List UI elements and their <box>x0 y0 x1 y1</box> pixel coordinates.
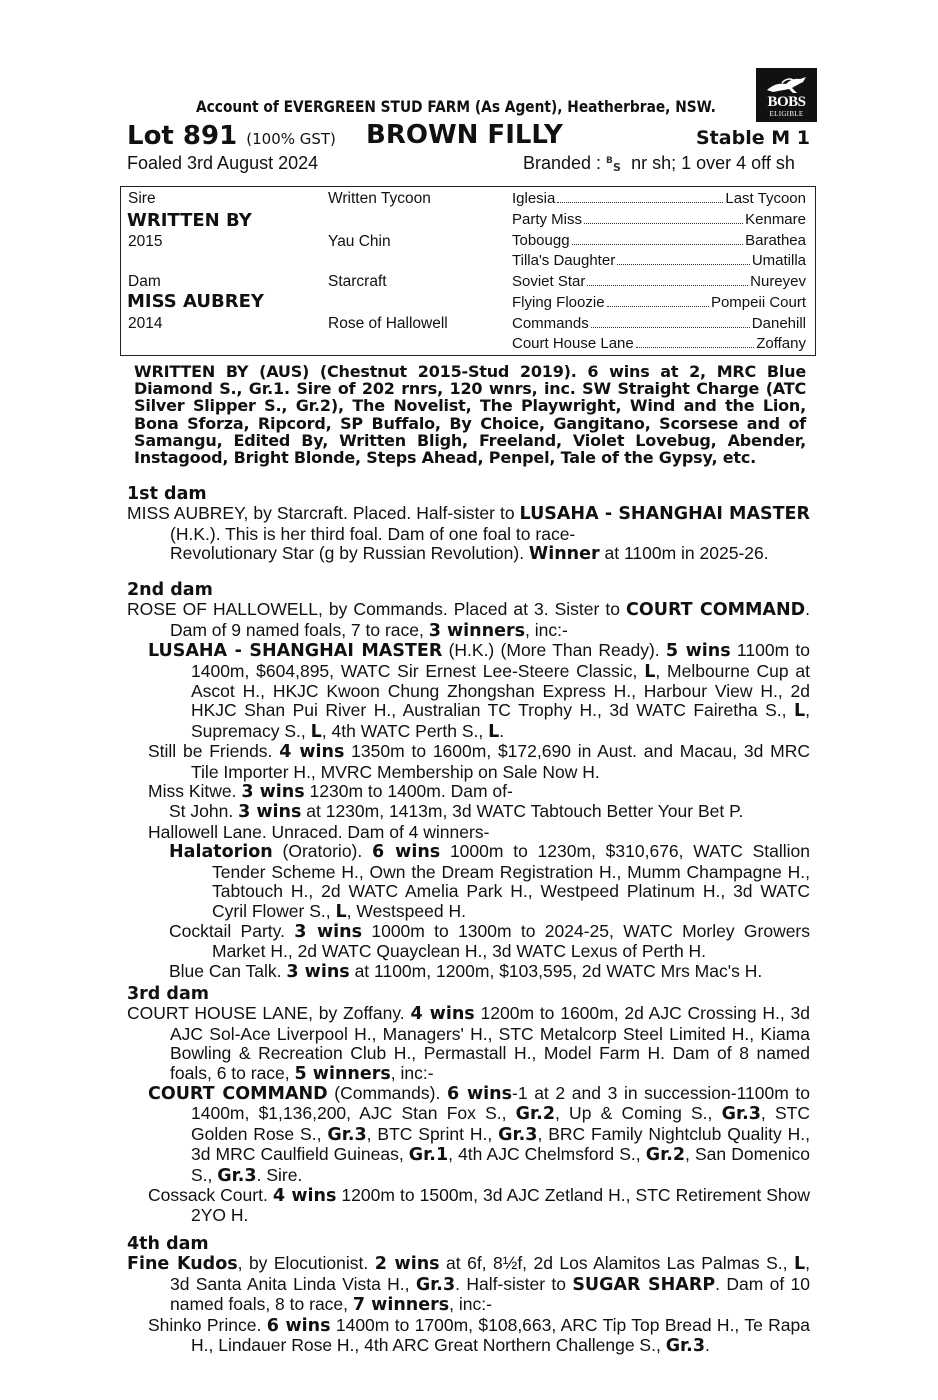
pedigree-gen3-row <box>512 211 806 228</box>
bold-text-run: 7 winners <box>352 1295 450 1316</box>
family-entry <box>127 1254 810 1315</box>
text-run: . Sire. <box>256 1164 303 1185</box>
bold-text-run: Gr.1 <box>408 1145 449 1166</box>
text-run: Still be Friends. <box>148 741 280 762</box>
bold-text-run: 2 wins <box>374 1254 440 1275</box>
gen3-left-name: Commands <box>512 315 589 332</box>
family-entry <box>127 600 810 641</box>
section-heading: 4th dam <box>127 1234 209 1254</box>
bold-text-run: L <box>644 661 656 682</box>
gen3-right-name: Nureyev <box>750 273 806 290</box>
section-heading: 1st dam <box>127 484 207 504</box>
text-run: . <box>499 720 505 741</box>
pedigree-gen3-row <box>512 232 806 249</box>
brand-mark-icon <box>606 154 626 172</box>
dot-leader <box>572 232 744 245</box>
family-entry <box>127 641 810 742</box>
sire-name: WRITTEN BY <box>127 210 252 231</box>
bold-text-run: 5 winners <box>294 1063 391 1084</box>
sire-year: 2015 <box>128 233 163 250</box>
gen3-left-name: Tilla's Daughter <box>512 252 616 269</box>
family-entry <box>127 1186 810 1226</box>
dot-leader <box>617 252 750 265</box>
text-run: Cossack Court. <box>148 1185 273 1206</box>
text-run: , BTC Sprint H., <box>366 1123 499 1144</box>
sire-dam: Yau Chin <box>328 233 391 250</box>
svg-text:B: B <box>606 156 613 166</box>
text-run: 1230m to 1400m. Dam of- <box>304 781 513 802</box>
family-entry <box>127 1316 810 1357</box>
bold-text-run: 3 wins <box>294 921 363 942</box>
brand-prefix: Branded : <box>523 153 602 173</box>
family-entry <box>127 1084 810 1186</box>
brand-line <box>523 153 795 174</box>
text-run: , Supremacy S., <box>191 700 810 741</box>
text-run: Miss Kitwe. <box>148 781 242 802</box>
family-entry <box>127 742 810 782</box>
gen3-right-name: Zoffany <box>756 335 806 352</box>
text-run: (Oratorio). <box>272 841 372 862</box>
gen3-left-name: Party Miss <box>512 211 583 228</box>
bold-text-run: Halatorion <box>169 842 273 863</box>
text-run: at 1100m in 2025-26. <box>599 543 769 564</box>
dam-dam: Rose of Hallowell <box>328 315 448 332</box>
text-run: , inc:- <box>449 1294 492 1315</box>
pedigree-table <box>120 186 816 356</box>
bold-text-run: LUSAHA - SHANGHAI MASTER <box>519 504 810 525</box>
text-run: . Half-sister to <box>455 1273 573 1294</box>
bold-text-run: L <box>488 721 500 742</box>
gen3-right-name: Umatilla <box>751 252 806 269</box>
text-run: MISS AUBREY, by Starcraft. Placed. Half-sister to <box>127 503 520 524</box>
text-run: at 6f, 8½f, 2d Los Alamitos Las Palmas S., <box>439 1253 794 1274</box>
family-entry <box>127 842 810 922</box>
text-run: -1 at 2 and 3 in succession-1100m to 1400m, $1,136,200, AJC Stan Fox S., <box>191 1083 811 1124</box>
text-run: . <box>705 1335 710 1356</box>
dam-sire: Starcraft <box>328 273 387 290</box>
text-run: , 3d Santa Anita Linda Vista H., <box>170 1253 810 1294</box>
gen3-right-name: Kenmare <box>745 211 806 228</box>
text-run: , 4th AJC Chelmsford S., <box>448 1144 646 1165</box>
foaled-date: Foaled 3rd August 2024 <box>127 153 319 173</box>
bold-text-run: Gr.3 <box>217 1165 257 1186</box>
bold-text-run: Fine Kudos <box>127 1254 238 1275</box>
family-section <box>127 985 810 1226</box>
pedigree-gen3-row <box>512 335 806 352</box>
family-entry <box>127 962 810 982</box>
family-section <box>127 485 810 565</box>
family-section <box>127 1235 810 1356</box>
lot-number <box>127 121 336 151</box>
text-run: , inc:- <box>525 619 568 640</box>
gen3-right-name: Danehill <box>751 315 806 332</box>
text-run: 1000m to 1230m, $310,676, WATC Stallion Tender Scheme H., Own the Dream Registration H., Mumm Champagne H., Tabtouch H., 2d WATC Amelia Park H., Westpeed Platinum H., 3d WATC Cyril Flower S., <box>212 841 810 921</box>
pedigree-gen3-row <box>512 294 806 311</box>
family-entry <box>127 544 810 564</box>
bold-text-run: Gr.3 <box>498 1124 538 1145</box>
logo-text: BOBS <box>767 94 806 110</box>
bold-text-run: Gr.3 <box>327 1124 367 1145</box>
dot-leader <box>636 335 754 348</box>
bold-text-run: COURT COMMAND <box>626 600 806 621</box>
family-entry <box>127 1004 810 1084</box>
text-run: (Commands). <box>327 1083 447 1104</box>
text-run: 1200m to 1500m, 3d AJC Zetland H., STC Retirement Show 2YO H. <box>191 1185 811 1226</box>
bold-text-run: 3 wins <box>241 782 305 803</box>
bold-text-run: 4 wins <box>272 1186 337 1207</box>
gen3-right-name: Barathea <box>745 232 806 249</box>
bold-text-run: Winner <box>528 544 600 565</box>
sex-color: BROWN FILLY <box>366 120 563 150</box>
bold-text-run: COURT COMMAND <box>148 1084 328 1105</box>
bold-text-run: L <box>310 721 322 742</box>
gen3-left-name: Iglesia <box>512 190 556 207</box>
lot-label: Lot 891 <box>127 121 238 151</box>
bold-text-run: 3 winners <box>428 620 526 641</box>
family-entry <box>127 782 810 802</box>
text-run: 1100m to 1400m, $604,895, WATC Sir Ernest Lee-Steere Classic, <box>191 640 811 681</box>
text-run: COURT HOUSE LANE, by Zoffany. <box>127 1003 411 1024</box>
sire-sire: Written Tycoon <box>328 190 431 207</box>
bold-text-run: Gr.3 <box>415 1274 456 1295</box>
gen3-right-name: Last Tycoon <box>725 190 806 207</box>
dot-leader <box>607 294 709 307</box>
bold-text-run: 3 wins <box>238 802 302 823</box>
text-run: ROSE OF HALLOWELL, by Commands. Placed at 3. Sister to <box>127 599 627 620</box>
bold-text-run: L <box>793 701 806 722</box>
text-run: 1000m to 1300m to 2024-25, WATC Morley Growers Market H., 2d WATC Quayclean H., 3d WATC Lexus of Perth H. <box>212 920 811 962</box>
bold-text-run: 6 wins <box>446 1084 513 1105</box>
text-run: Shinko Prince. <box>148 1314 267 1335</box>
account-line: Account of EVERGREEN STUD FARM (As Agent), Heatherbrae, NSW. <box>196 97 716 116</box>
sire-summary: WRITTEN BY (AUS) (Chestnut 2015-Stud 2019). 6 wins at 2, MRC Blue Diamond S., Gr.1. Sire of 202 rnrs, 120 wnrs, inc. SW Straight Charge (ATC Silver Slipper S., Gr.2), The Novelist, The Playwright, Wind and the Lion, Bona Sforza, Ripcord, SP Buffalo, By Choice, Gangitano, Scorsese and of Samangu, Edited By, Written Bligh, Freeland, Violet Lovebug, Abender, Instagood, Bright Blonde, Steps Ahead, Penpel, Tale of the Gypsy, etc. <box>134 362 806 468</box>
family-entry <box>127 802 810 822</box>
text-run: Hallowell Lane. Unraced. Dam of 4 winners- <box>148 821 490 842</box>
text-run: , Up & Coming S., <box>555 1103 722 1124</box>
bold-text-run: 6 wins <box>372 842 441 863</box>
bold-text-run: LUSAHA - SHANGHAI MASTER <box>148 641 443 662</box>
dot-leader <box>584 211 743 224</box>
bold-text-run: L <box>335 901 347 922</box>
section-heading: 3rd dam <box>127 984 209 1004</box>
family-entry <box>127 504 810 544</box>
gen3-left-name: Tobougg <box>512 232 570 249</box>
dam-label: Dam <box>128 273 161 290</box>
bold-text-run: 6 wins <box>266 1315 331 1336</box>
gen3-left-name: Flying Floozie <box>512 294 605 311</box>
dam-year: 2014 <box>128 315 163 332</box>
bold-text-run: 4 wins <box>410 1004 475 1025</box>
sire-label: Sire <box>128 190 156 207</box>
gen3-right-name: Pompeii Court <box>710 294 806 311</box>
text-run: , 4th WATC Perth S., <box>321 720 489 741</box>
family-entry <box>127 922 810 962</box>
pedigree-gen3-row <box>512 315 806 332</box>
bold-text-run: L <box>793 1254 806 1275</box>
text-run: at 1100m, 1200m, $103,595, 2d WATC Mrs Mac's H. <box>349 960 763 981</box>
bobs-eligible-logo <box>756 68 817 122</box>
text-run: . Dam of 10 named foals, 8 to race, <box>170 1273 810 1315</box>
pedigree-gen3-row <box>512 273 806 290</box>
pedigree-gen3-row <box>512 252 806 269</box>
text-run: 1400m to 1700m, $108,663, ARC Tip Top Bread H., Te Rapa H., Lindauer Rose H., 4th ARC Great Northern Challenge S., <box>191 1314 810 1356</box>
text-run: Revolutionary Star (g by Russian Revolution). <box>170 543 529 564</box>
text-run: St John. <box>169 801 239 822</box>
bold-text-run: 4 wins <box>279 742 345 763</box>
text-run: , Westspeed H. <box>346 900 466 921</box>
bold-text-run: 3 wins <box>286 961 350 982</box>
text-run: 1350m to 1600m, $172,690 in Aust. and Macau, 3d MRC Tile Importer H., MVRC Membership on Sale Now H. <box>191 741 810 782</box>
text-run: (H.K.). This is her third foal. Dam of one foal to race- <box>170 523 576 544</box>
text-run: , Melbourne Cup at Ascot H., HKJC Kwoon Chung Zhongshan Express H., Harbour View H., 2d HKJC Shan Pui River H., Australian TC Trophy H., 3d WATC Fairetha S., <box>191 660 811 721</box>
bold-text-run: Gr.2 <box>645 1145 686 1166</box>
text-run: 1200m to 1600m, 2d AJC Crossing H., 3d AJC Sol-Ace Liverpool H., Managers' H., STC Metalcorp Steel Limited H., Kiama Bowling & Recreation Club H., Permastall H., Model Farm H. Dam of 8 named foals, 6 to race, <box>170 1003 811 1083</box>
dam-name: MISS AUBREY <box>127 291 264 312</box>
text-run: Cocktail Party. <box>169 920 295 941</box>
text-run: , San Domenico S., <box>191 1144 811 1185</box>
horse-icon <box>764 74 809 96</box>
text-run: (H.K.) (More Than Ready). <box>442 640 666 661</box>
text-run: , inc:- <box>390 1062 434 1083</box>
pedigree-gen3-row <box>512 190 806 207</box>
text-run: , STC Golden Rose S., <box>191 1103 810 1144</box>
family-section <box>127 581 810 982</box>
dot-leader <box>557 190 723 203</box>
family-entry <box>127 823 810 842</box>
dot-leader <box>591 315 750 328</box>
gen3-left-name: Soviet Star <box>512 273 586 290</box>
bold-text-run: Gr.3 <box>721 1104 761 1125</box>
brand-suffix: nr sh; 1 over 4 off sh <box>631 153 795 173</box>
stable-location: Stable M 1 <box>696 127 810 149</box>
logo-subtext: ELIGIBLE <box>769 110 804 118</box>
text-run: , by Elocutionist. <box>237 1253 375 1274</box>
text-run: Blue Can Talk. <box>169 960 287 981</box>
text-run: , BRC Family Nightclub Quality H., 3d MRC Caulfield Guineas, <box>191 1123 810 1165</box>
gen3-left-name: Court House Lane <box>512 335 634 352</box>
section-heading: 2nd dam <box>127 580 213 600</box>
dot-leader <box>587 273 748 286</box>
bold-text-run: Gr.3 <box>665 1336 706 1357</box>
text-run: at 1230m, 1413m, 3d WATC Tabtouch Better Your Bet P. <box>301 801 744 822</box>
text-run: . Dam of 9 named foals, 7 to race, <box>170 599 810 640</box>
gst-note: (100% GST) <box>246 130 336 148</box>
bold-text-run: 5 wins <box>665 641 731 662</box>
bold-text-run: Gr.2 <box>515 1104 555 1125</box>
svg-text:S: S <box>613 161 622 172</box>
bold-text-run: SUGAR SHARP <box>572 1274 716 1295</box>
